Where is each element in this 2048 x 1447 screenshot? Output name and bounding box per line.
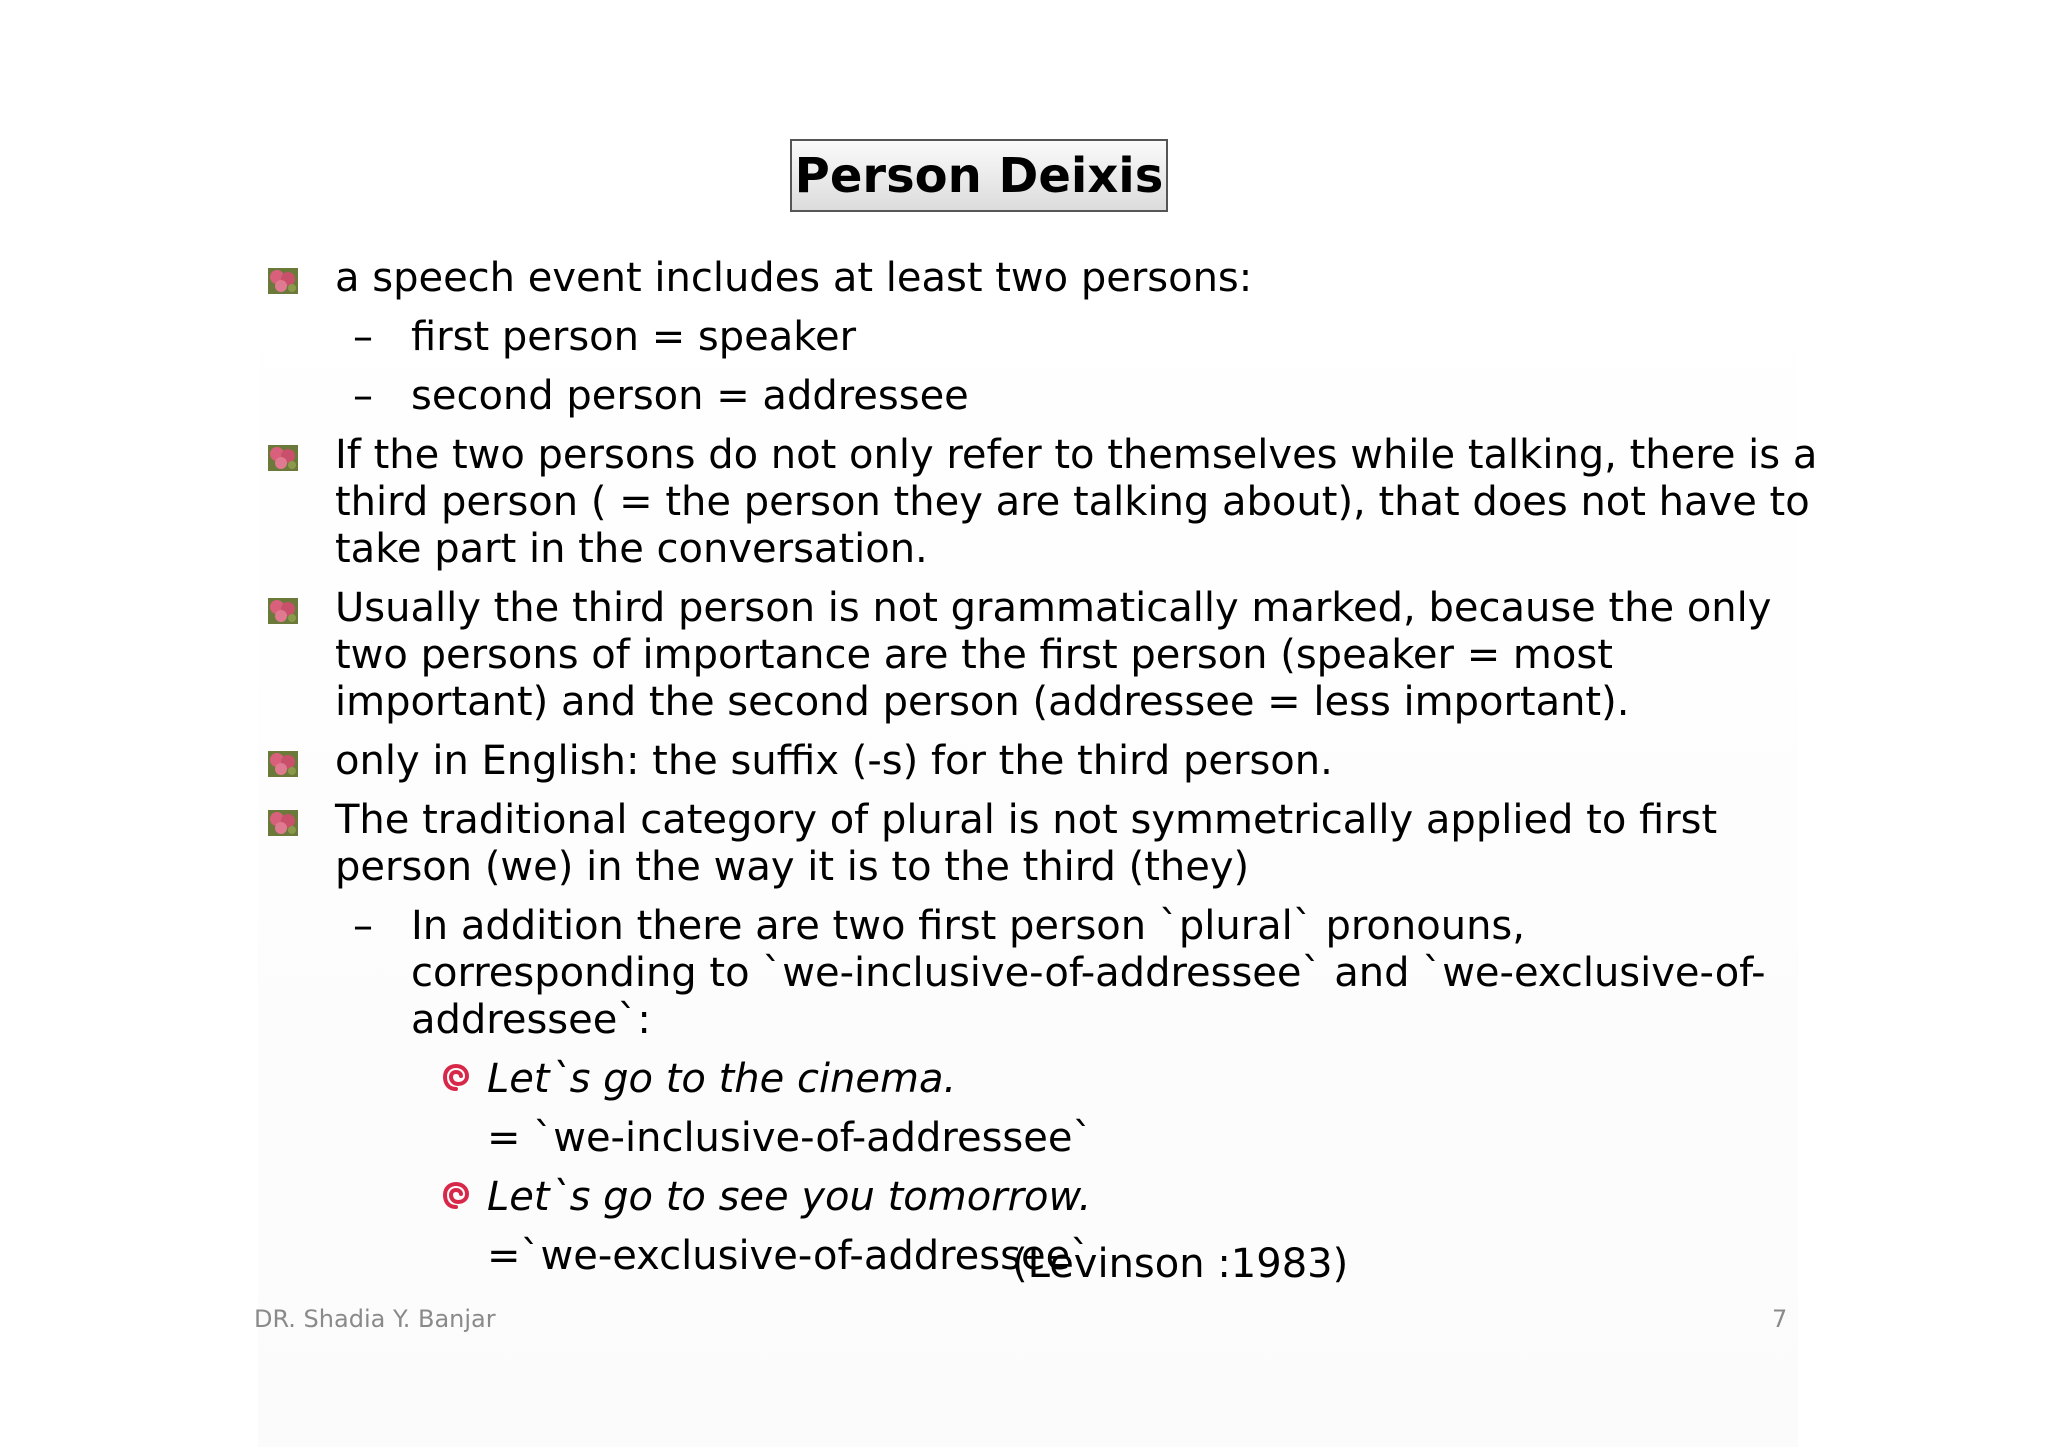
example-item — [260, 1174, 1820, 1221]
bullet-item — [260, 432, 1820, 573]
sub-bullet-text: second person = addressee — [411, 373, 969, 419]
example-sentence: Let`s go to the cinema. — [487, 1056, 957, 1102]
bullet-item — [260, 738, 1820, 785]
flower-bullet-icon — [268, 810, 298, 836]
sub-bullet-text: first person = speaker — [411, 314, 857, 360]
sub-bullet-item — [260, 903, 1820, 1044]
flower-bullet-icon — [268, 598, 298, 624]
slide-title: Person Deixis — [794, 147, 1164, 204]
bullet-text: only in English: the suffix (-s) for the third person. — [335, 738, 1333, 784]
flower-bullet-icon — [268, 268, 298, 294]
sub-bullet-item — [260, 314, 1820, 361]
bullet-text: If the two persons do not only refer to themselves while talking, there is a third person ( = the person they are talking about), that does not have to take part in the conversation. — [335, 432, 1818, 572]
swirl-bullet-icon — [442, 1063, 470, 1093]
bullet-text: The traditional category of plural is not symmetrically applied to first person (we) in the way it is to the third (they) — [335, 797, 1718, 890]
swirl-bullet-icon — [442, 1181, 470, 1211]
flower-bullet-icon — [268, 751, 298, 777]
sub-bullet-item — [260, 373, 1820, 420]
flower-bullet-icon — [268, 445, 298, 471]
slide-content — [260, 255, 1820, 1292]
bullet-item — [260, 585, 1820, 726]
title-box — [790, 139, 1168, 212]
bullet-text: Usually the third person is not grammatically marked, because the only two persons of importance are the first person (speaker = most important) and the second person (addressee = less important). — [335, 585, 1772, 725]
page-number: 7 — [1772, 1305, 1788, 1333]
example-gloss-item — [260, 1115, 1820, 1162]
example-gloss: = `we-inclusive-of-addressee` — [487, 1115, 1093, 1161]
footer-author: DR. Shadia Y. Banjar — [254, 1305, 496, 1333]
example-sentence: Let`s go to see you tomorrow. — [487, 1174, 1092, 1220]
example-item — [260, 1056, 1820, 1103]
citation: (Levinson :1983) — [1012, 1241, 1349, 1287]
dash-bullet: – — [353, 314, 373, 360]
bullet-item — [260, 255, 1820, 302]
dash-bullet: – — [353, 373, 373, 419]
bullet-text: a speech event includes at least two persons: — [335, 255, 1253, 301]
example-gloss: =`we-exclusive-of-addressee` — [487, 1233, 1091, 1279]
bullet-item — [260, 797, 1820, 891]
sub-bullet-text: In addition there are two first person `plural` pronouns, corresponding to `we-inclusive-of-addressee` and `we-exclusive-of-addressee`: — [411, 903, 1766, 1043]
dash-bullet: – — [353, 903, 373, 949]
